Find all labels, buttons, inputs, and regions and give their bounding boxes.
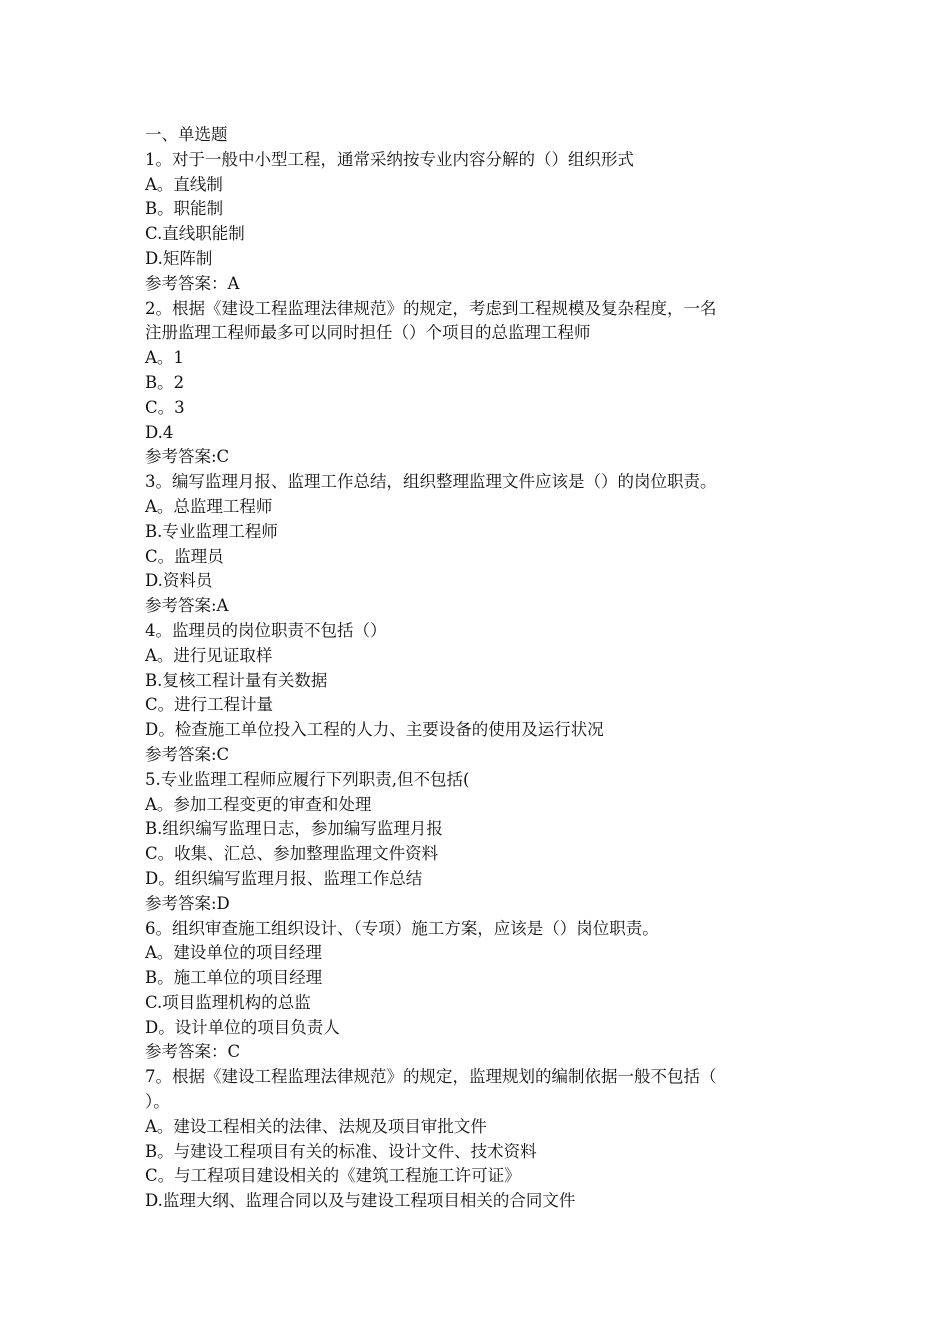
question-6-option-d: D。设计单位的项目负责人 <box>145 1017 340 1037</box>
question-6-answer: 参考答案：C <box>145 1042 241 1062</box>
question-2-answer: 参考答案:C <box>145 447 230 467</box>
question-4-option-d: D。检查施工单位投入工程的人力、主要设备的使用及运行状况 <box>145 720 604 740</box>
question-5-option-b: B.组织编写监理日志，参加编写监理月报 <box>145 819 443 839</box>
question-2-text: 2。根据《建设工程监理法律规范》的规定，考虑到工程规模及复杂程度，一名 <box>145 298 717 318</box>
document-body <box>145 123 825 1214</box>
question-4-option-b: B.复核工程计量有关数据 <box>145 670 328 690</box>
question-2-option-a: A。1 <box>145 348 184 368</box>
question-6-text: 6。组织审查施工组织设计、（专项）施工方案，应该是（）岗位职责。 <box>145 918 659 938</box>
question-1-text: 1。对于一般中小型工程，通常采纳按专业内容分解的（）组织形式 <box>145 149 634 169</box>
section-heading: 一、单选题 <box>145 125 228 144</box>
question-2-text-cont: 注册监理工程师最多可以同时担任（）个项目的总监理工程师 <box>145 323 591 343</box>
question-3-answer: 参考答案:A <box>145 596 229 616</box>
question-3-text: 3。编写监理月报、监理工作总结，组织整理监理文件应该是（）的岗位职责。 <box>145 472 717 492</box>
question-3-option-b: B.专业监理工程师 <box>145 521 278 541</box>
question-5-option-a: A。参加工程变更的审查和处理 <box>145 794 372 814</box>
question-4-option-c: C。进行工程计量 <box>145 695 274 715</box>
question-1-option-b: B。职能制 <box>145 199 224 219</box>
question-7-text-cont: ）。 <box>145 1092 170 1112</box>
question-5-text: 5.专业监理工程师应履行下列职责,但不包括( <box>145 769 470 789</box>
question-1-option-a: A。直线制 <box>145 174 223 194</box>
question-7-option-b: B。与建设工程项目有关的标准、设计文件、技术资料 <box>145 1141 537 1161</box>
question-2-option-d: D.4 <box>145 422 174 442</box>
question-6-option-c: C.项目监理机构的总监 <box>145 992 311 1012</box>
question-1-option-d: D.矩阵制 <box>145 248 213 268</box>
question-2-option-c: C。3 <box>145 397 185 417</box>
question-7-text: 7。根据《建设工程监理法律规范》的规定，监理规划的编制依据一般不包括（ <box>145 1067 717 1087</box>
question-6-option-a: A。建设单位的项目经理 <box>145 943 322 963</box>
question-7-option-a: A。建设工程相关的法律、法规及项目审批文件 <box>145 1116 487 1136</box>
question-5-option-d: D。组织编写监理月报、监理工作总结 <box>145 868 423 888</box>
question-1-answer: 参考答案：A <box>145 273 240 293</box>
question-1-option-c: C.直线职能制 <box>145 224 245 244</box>
question-4-text: 4。监理员的岗位职责不包括（） <box>145 620 387 640</box>
question-4-option-a: A。进行见证取样 <box>145 645 273 665</box>
question-7-option-c: C。与工程项目建设相关的《建筑工程施工许可证》 <box>145 1166 521 1186</box>
question-6-option-b: B。施工单位的项目经理 <box>145 968 323 988</box>
question-3-option-c: C。监理员 <box>145 546 224 566</box>
question-5-answer: 参考答案:D <box>145 893 230 913</box>
question-3-option-a: A。总监理工程师 <box>145 496 273 516</box>
question-3-option-d: D.资料员 <box>145 571 213 591</box>
question-7-option-d: D.监理大纲、监理合同以及与建设工程项目相关的合同文件 <box>145 1191 576 1211</box>
question-2-option-b: B。2 <box>145 372 185 392</box>
question-4-answer: 参考答案:C <box>145 744 230 764</box>
question-5-option-c: C。收集、汇总、参加整理监理文件资料 <box>145 844 439 864</box>
